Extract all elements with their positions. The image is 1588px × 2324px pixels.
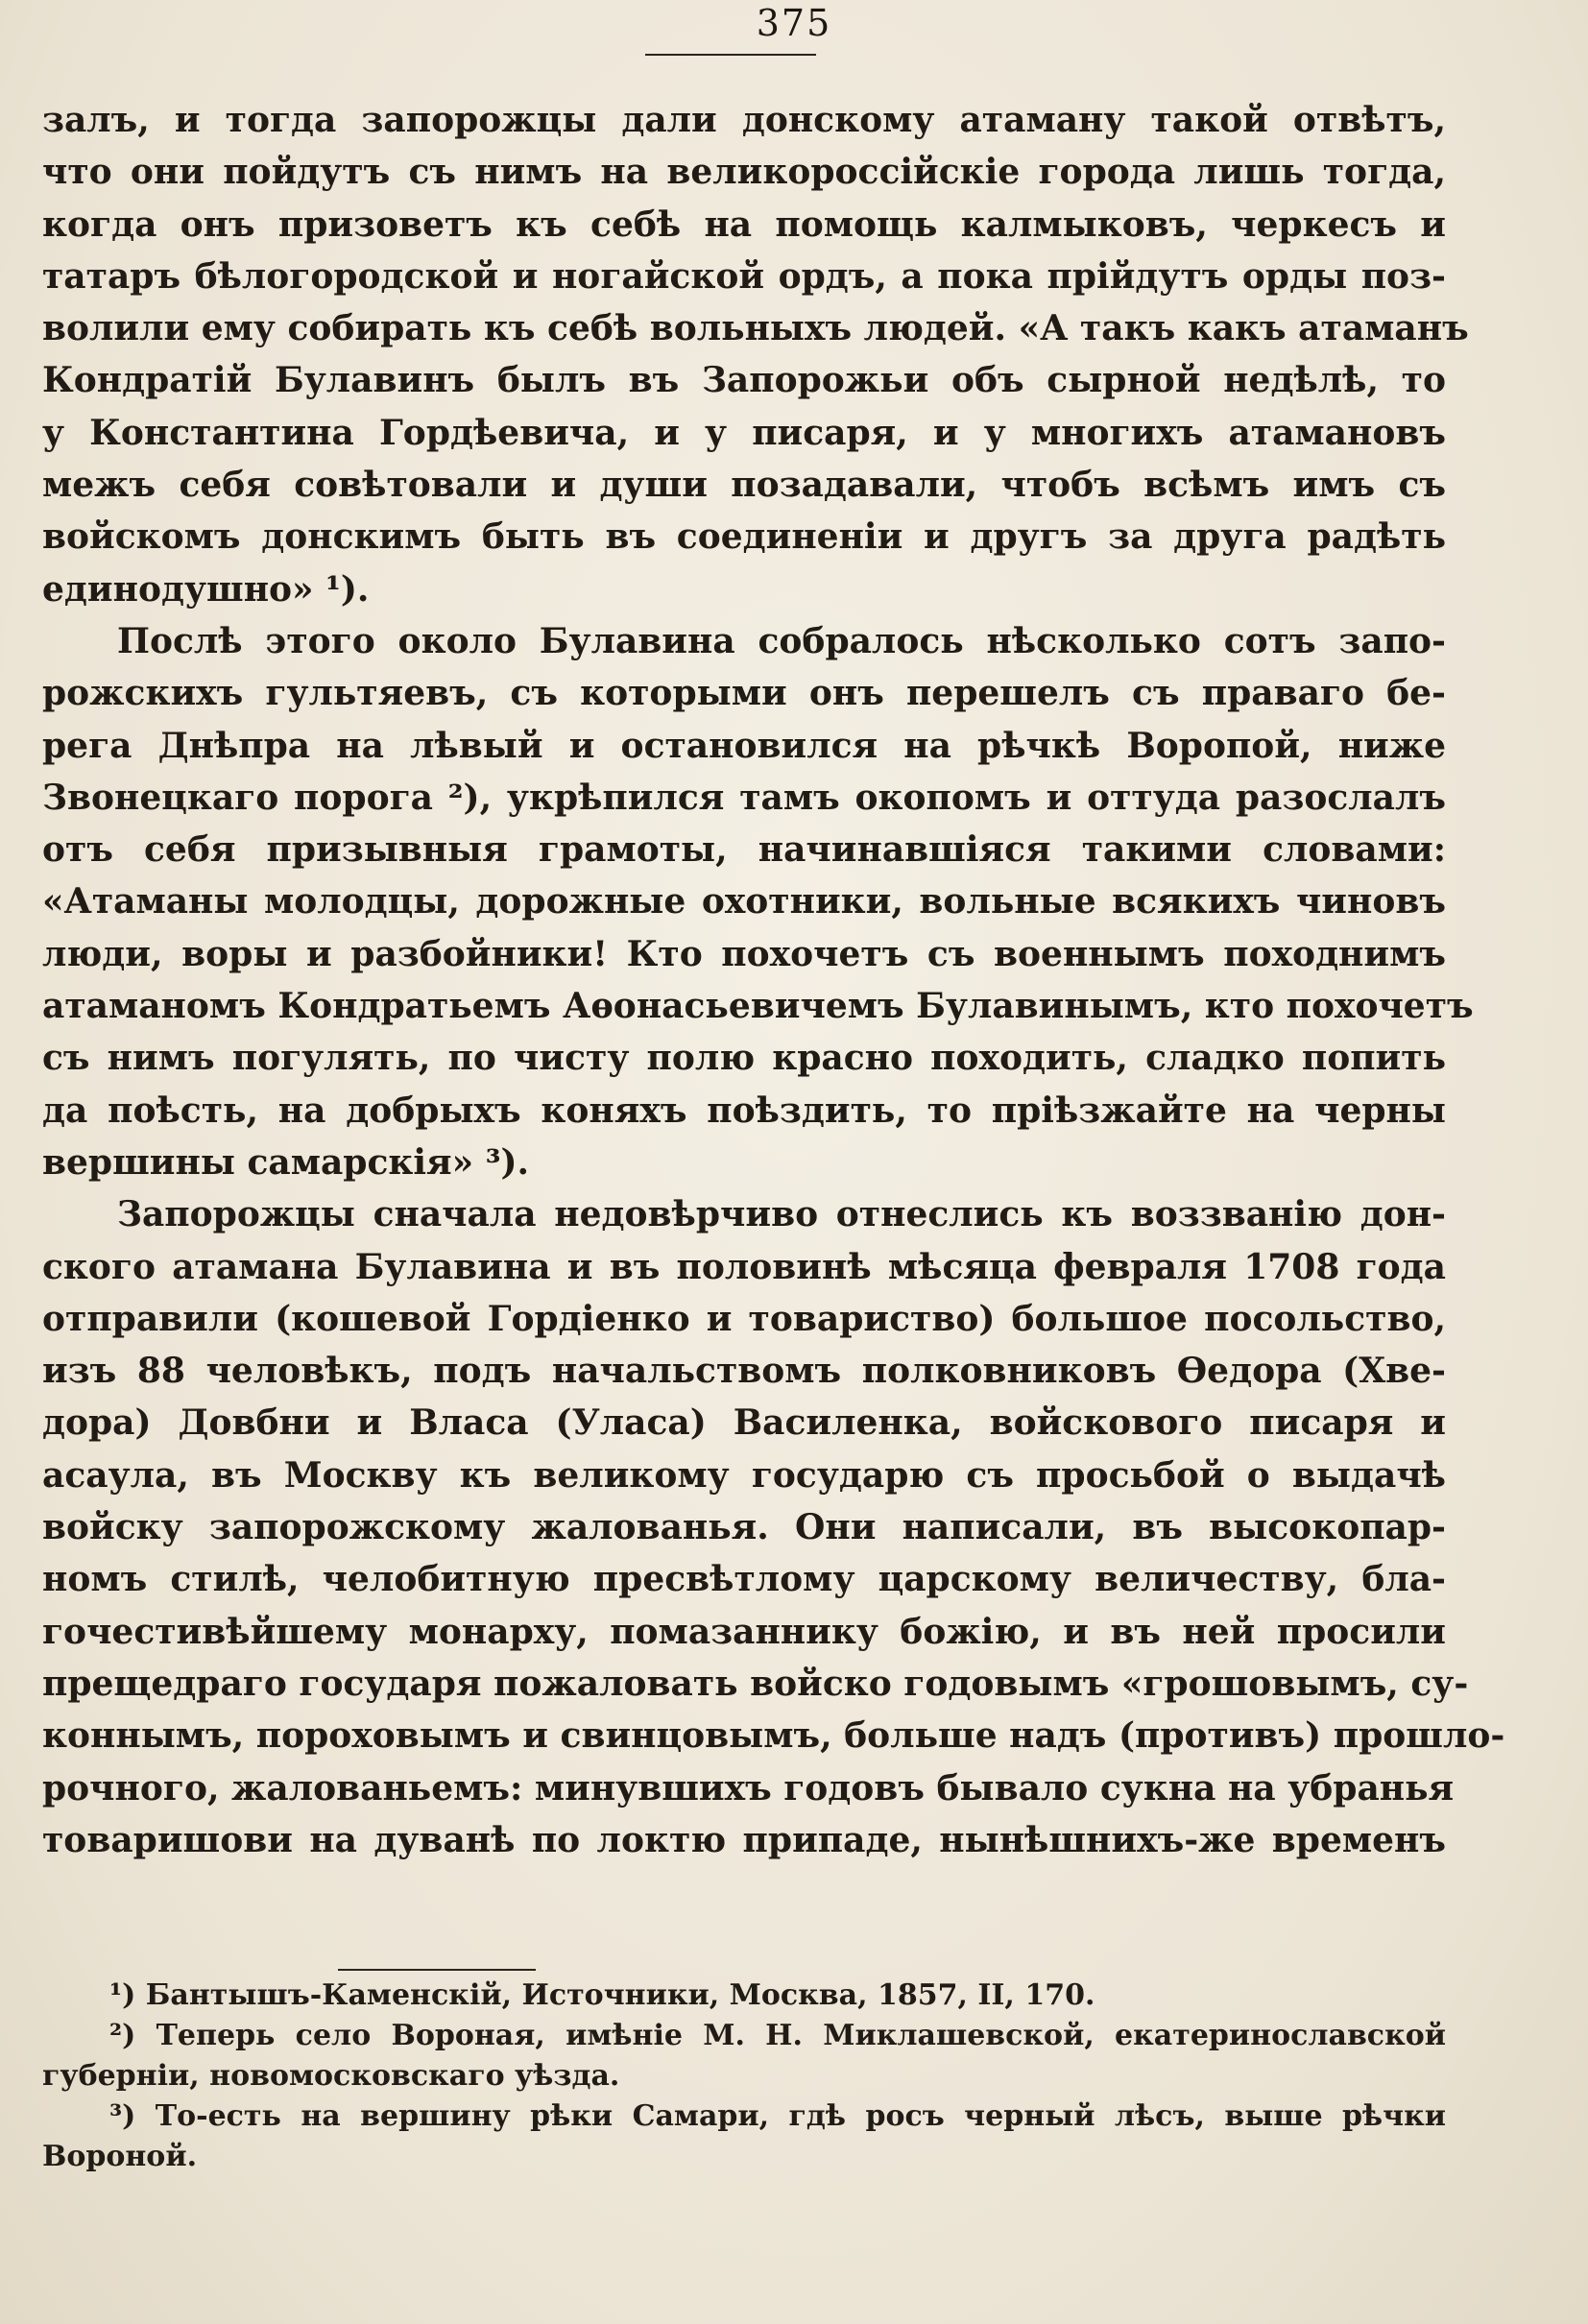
text-line: войску запорожскому жалованья. Они написали, въ высокопар- — [42, 1507, 1446, 1548]
text-line: единодушно» ¹). — [42, 568, 370, 610]
footnote-line: ²) Теперь село Вороная, имѣніе М. Н. Миклашевской, екатеринославской — [109, 2019, 1446, 2052]
text-line: гочестивѣйшему монарху, помазаннику божію, и въ ней просили — [42, 1611, 1446, 1652]
footnote-line: ¹) Бантышъ-Каменскій, Источники, Москва, 1857, II, 170. — [109, 1978, 1095, 2012]
text-line: ского атамана Булавина и въ половинѣ мѣсяца февраля 1708 года — [42, 1246, 1446, 1287]
text-line: рожскихъ гультяевъ, съ которыми онъ перешелъ съ праваго бе- — [42, 673, 1446, 714]
text-line: «Атаманы молодцы, дорожные охотники, вольные всякихъ чиновъ — [42, 881, 1446, 922]
text-line: дора) Довбни и Власа (Уласа) Василенка, войскового писаря и — [42, 1402, 1446, 1444]
footnotes — [42, 1976, 1446, 2177]
text-line: товаришови на дуванѣ по локтю припаде, нынѣшнихъ-же временъ — [42, 1819, 1446, 1860]
text-line: асаула, въ Москву къ великому государю съ просьбой о выдачѣ — [42, 1454, 1446, 1496]
text-line: коннымъ, пороховымъ и свинцовымъ, больше надъ (противъ) прошло- — [42, 1715, 1505, 1757]
text-line: Послѣ этого около Булавина собралось нѣсколько сотъ запо- — [117, 620, 1446, 661]
text-line: съ нимъ погулять, по чисту полю красно походить, сладко попить — [42, 1038, 1446, 1079]
text-line: волили ему собирать къ себѣ вольныхъ людей. «А такъ какъ атаманъ — [42, 308, 1469, 349]
footnote-line: ³) То-есть на вершину рѣки Самари, гдѣ росъ черный лѣсъ, выше рѣчки — [109, 2099, 1446, 2133]
text-line: отъ себя призывныя грамоты, начинавшіяся такими словами: — [42, 829, 1446, 871]
text-line: когда онъ призоветъ къ себѣ на помощь калмыковъ, черкесъ и — [42, 204, 1446, 245]
body-text — [42, 94, 1505, 1866]
text-line: Кондратій Булавинъ былъ въ Запорожьи объ сырной недѣлѣ, то — [42, 360, 1446, 401]
footnote-line: губерніи, новомосковскаго уѣзда. — [42, 2059, 620, 2093]
text-line: да поѣсть, на добрыхъ коняхъ поѣздить, то пріѣзжайте на черны — [42, 1090, 1446, 1131]
text-line: изъ 88 человѣкъ, подъ начальствомъ полковниковъ Ѳедора (Хве- — [42, 1351, 1446, 1392]
text-line: отправили (кошевой Гордіенко и товариство) большое посольство, — [42, 1298, 1446, 1339]
page-number-rule — [645, 54, 816, 56]
text-line: войскомъ донскимъ быть въ соединеніи и другъ за друга радѣть — [42, 516, 1446, 558]
text-line: атаманомъ Кондратьемъ Аѳонасьевичемъ Булавинымъ, кто похочетъ — [42, 986, 1474, 1027]
text-line: номъ стилѣ, челобитную пресвѣтлому царскому величеству, бла- — [42, 1559, 1446, 1600]
text-line: залъ, и тогда запорожцы дали донскому атаману такой отвѣтъ, — [42, 100, 1446, 140]
text-line: Звонецкаго порога ²), укрѣпился тамъ окопомъ и оттуда разослалъ — [42, 777, 1446, 818]
text-line: у Константина Гордѣевича, и у писаря, и у многихъ атамановъ — [42, 412, 1446, 453]
page-number: 375 — [756, 2, 832, 44]
text-line: рега Днѣпра на лѣвый и остановился на рѣчкѣ Воропой, ниже — [42, 725, 1446, 766]
footnote-separator — [338, 1969, 536, 1971]
text-line: люди, воры и разбойники! Кто похочетъ съ военнымъ походнимъ — [42, 933, 1446, 974]
text-line: что они пойдутъ съ нимъ на великороссійскіе города лишь тогда, — [42, 152, 1446, 193]
text-line: рочного, жалованьемъ: минувшихъ годовъ бывало сукна на убранья — [42, 1767, 1455, 1809]
text-line: татаръ бѣлогородской и ногайской ордъ, а пока прійдутъ орды поз- — [42, 255, 1446, 297]
text-line: прещедраго государя пожаловать войско годовымъ «грошовымъ, су- — [42, 1663, 1469, 1704]
text-line: межъ себя совѣтовали и души позадавали, чтобъ всѣмъ имъ съ — [42, 465, 1446, 506]
footnote-line: Вороной. — [42, 2140, 198, 2173]
text-line: вершины самарскія» ³). — [42, 1141, 530, 1183]
text-line: Запорожцы сначала недовѣрчиво отнеслись къ воззванію дон- — [117, 1194, 1446, 1235]
